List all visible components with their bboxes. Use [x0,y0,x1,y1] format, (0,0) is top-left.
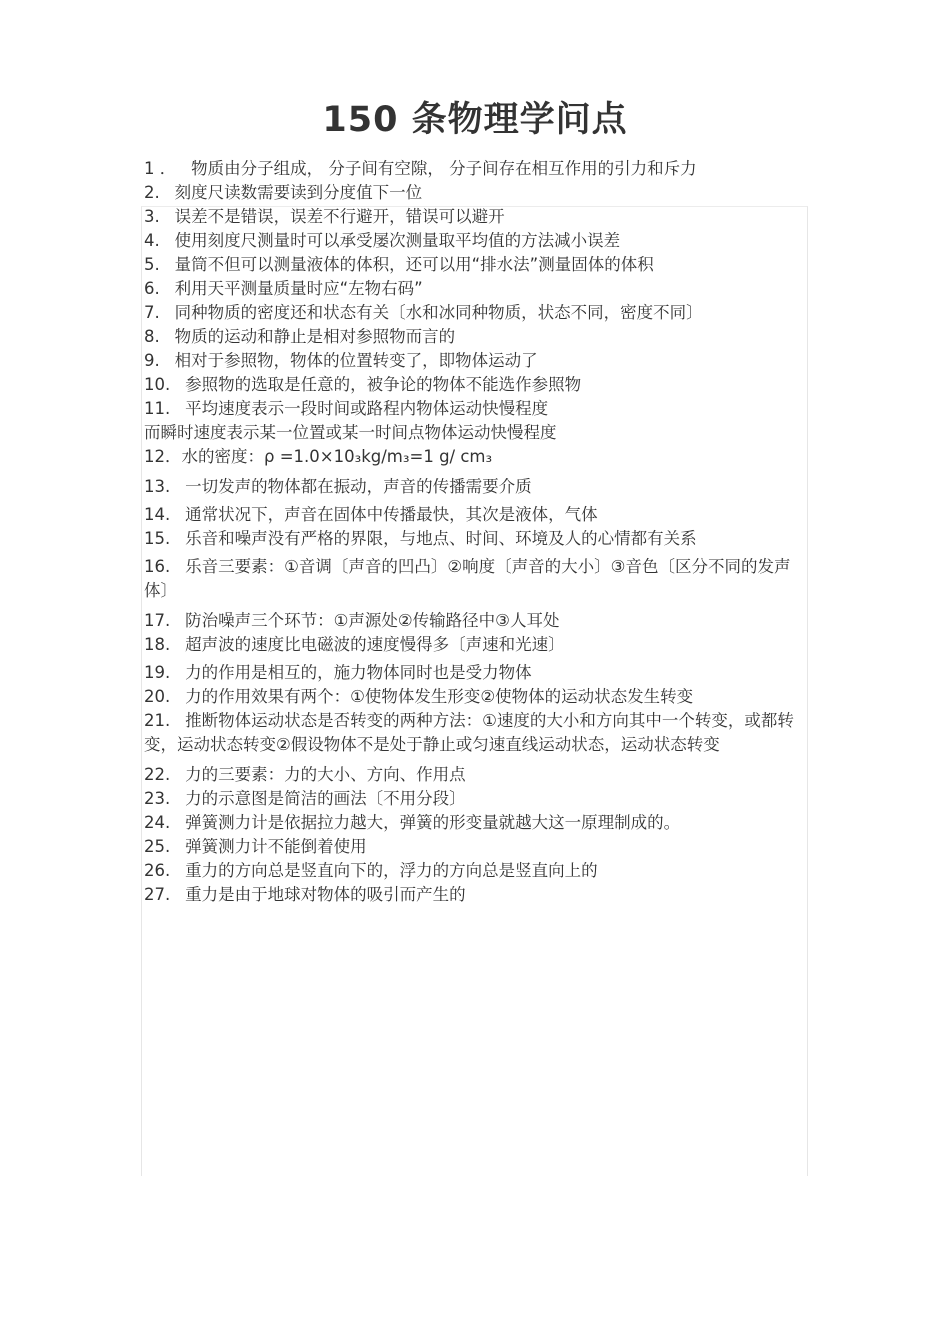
item-text: 同种物质的密度还和状态有关〔水和冰同种物质，状态不同，密度不同〕 [174,303,703,322]
item-text: 水的密度：ρ =1.0×10₃kg/m₃=1 g/ cm₃ [181,447,493,466]
item-number: 25. [144,837,171,856]
item-number: 18. [144,635,171,654]
list-item [144,685,810,709]
list-item [144,763,810,787]
list-item [144,301,810,325]
item-number: 24. [144,813,171,832]
item-number: 7. [144,303,160,322]
list-item [144,555,810,603]
item-text: 物质的运动和静止是相对参照物而言的 [174,327,456,346]
item-number: 12． [144,447,182,466]
list-item [144,883,810,907]
item-text: 而瞬时速度表示某一位置或某一时间点物体运动快慢程度 [144,423,557,442]
item-text: 力的作用效果有两个：①使物体发生形变②使物体的运动状态发生转变 [185,687,694,706]
item-text: 量筒不但可以测量液体的体积，还可以用“排水法”测量固体的体积 [174,255,654,274]
list-item [144,349,810,373]
list-item [144,205,810,229]
document-title: 150 条物理学问点 [322,100,628,140]
item-number: 3. [144,207,160,226]
item-text: 刻度尺读数需要读到分度值下一位 [174,183,423,202]
list-item-continuation [144,421,810,445]
item-text: 弹簧测力计不能倒着使用 [185,837,367,856]
list-item [144,475,810,499]
knowledge-point-list [144,157,810,907]
list-item [144,277,810,301]
item-number: 17. [144,611,171,630]
list-item [144,527,810,551]
list-item [144,157,810,181]
item-text: 参照物的选取是任意的，被争论的物体不能选作参照物 [185,375,582,394]
item-text: 平均速度表示一段时间或路程内物体运动快慢程度 [185,399,549,418]
item-number: 22. [144,765,171,784]
list-item [144,661,810,685]
item-number: 26. [144,861,171,880]
item-number: 5. [144,255,160,274]
item-text: 相对于参照物，物体的位置转变了，即物体运动了 [174,351,538,370]
item-text: 力的示意图是简洁的画法〔不用分段〕 [185,789,466,808]
item-number: 8. [144,327,160,346]
item-text: 防治噪声三个环节：①声源处②传输路径中③人耳处 [185,611,560,630]
item-number: 6. [144,279,160,298]
item-number: 9. [144,351,160,370]
item-number: 4. [144,231,160,250]
item-number: 13. [144,477,171,496]
list-item [144,373,810,397]
item-number: 10. [144,375,171,394]
item-number: 1 ． [144,159,177,178]
item-text: 误差不是错误，误差不行避开，错误可以避开 [174,207,505,226]
list-item [144,859,810,883]
item-number: 27. [144,885,171,904]
item-text: 一切发声的物体都在振动，声音的传播需要介质 [185,477,532,496]
list-item [144,397,810,421]
list-item [144,325,810,349]
item-text: 超声波的速度比电磁波的速度慢得多〔声速和光速〕 [185,635,565,654]
list-item [144,609,810,633]
item-text: 使用刻度尺测量时可以承受屡次测量取平均值的方法减小误差 [174,231,621,250]
list-item [144,503,810,527]
list-item [144,835,810,859]
item-number: 20. [144,687,171,706]
item-text: 力的三要素：力的大小、方向、作用点 [185,765,466,784]
item-text: 重力的方向总是竖直向下的，浮力的方向总是竖直向上的 [185,861,598,880]
item-number: 14. [144,505,171,524]
item-text: 乐音和噪声没有严格的界限，与地点、时间、环境及人的心情都有关系 [185,529,697,548]
list-item [144,253,810,277]
item-number: 21. [144,711,171,730]
item-number: 23. [144,789,171,808]
item-number: 11. [144,399,171,418]
item-text: 乐音三要素：①音调〔声音的凹凸〕②响度〔声音的大小〕③音色〔区分不同的发声体〕 [144,557,791,600]
item-number: 2. [144,183,160,202]
item-text: 重力是由于地球对物体的吸引而产生的 [185,885,466,904]
item-text: 力的作用是相互的，施力物体同时也是受力物体 [185,663,532,682]
list-item [144,633,810,657]
item-number: 16. [144,557,171,576]
list-item [144,709,810,757]
list-item [144,445,810,469]
item-text: 物质由分子组成， 分子间有空隙， 分子间存在相互作用的引力和斥力 [191,159,697,178]
item-text: 利用天平测量质量时应“左物右码” [174,279,423,298]
item-number: 19. [144,663,171,682]
list-item [144,181,810,205]
item-text: 弹簧测力计是依据拉力越大，弹簧的形变量就越大这一原理制成的。 [185,813,681,832]
list-item [144,787,810,811]
list-item [144,811,810,835]
item-number: 15. [144,529,171,548]
list-item [144,229,810,253]
item-text: 推断物体运动状态是否转变的两种方法：①速度的大小和方向其中一个转变，或都转变，运动状态转变②假设物体不是处于静止或匀速直线运动状态，运动状态转变 [144,711,794,754]
item-text: 通常状况下，声音在固体中传播最快，其次是液体，气体 [185,505,598,524]
